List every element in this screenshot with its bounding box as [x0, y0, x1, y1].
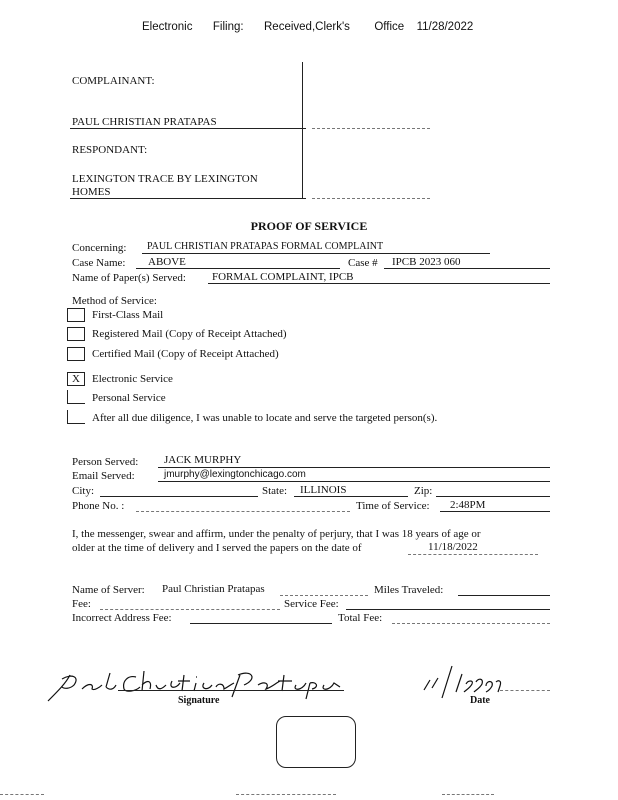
filing-stamp-word: Office: [374, 21, 405, 33]
fee-label: Fee:: [72, 598, 91, 610]
server-name-value: Paul Christian Pratapas: [162, 583, 265, 595]
state-value: ILLINOIS: [300, 484, 347, 496]
total-fee-label: Total Fee:: [338, 612, 383, 624]
time-of-service-label: Time of Service:: [356, 500, 430, 512]
paper-underline: [208, 283, 550, 284]
paper-label: Name of Paper(s) Served:: [72, 272, 186, 284]
case-name-label: Case Name:: [72, 257, 126, 269]
miles-traveled-underline: [458, 595, 550, 596]
person-served-label: Person Served:: [72, 456, 139, 468]
service-fee-label: Service Fee:: [284, 598, 339, 610]
complainant-label: COMPLAINANT:: [72, 75, 155, 87]
respondent-underline: [70, 198, 306, 199]
checkbox-certified-mail[interactable]: [67, 347, 85, 361]
incorrect-address-fee-label: Incorrect Address Fee:: [72, 612, 172, 624]
method-option-electronic-service: Electronic Service: [92, 373, 173, 385]
zip-label: Zip:: [414, 485, 433, 497]
affirmation-line-1: I, the messenger, swear and affirm, under the penalty of perjury, that I was 18 years of age or: [72, 528, 481, 540]
case-name-value: ABOVE: [148, 256, 186, 268]
total-fee-underline: [392, 623, 550, 624]
affirmation-date-underline: [408, 554, 538, 555]
footer-mark: [236, 794, 336, 795]
checkbox-registered-mail[interactable]: [67, 327, 85, 341]
signature-line: [118, 690, 344, 691]
respondent-name-line2: HOMES: [72, 186, 111, 198]
phone-label: Phone No. :: [72, 500, 125, 512]
filing-stamp-word: Electronic: [142, 21, 193, 33]
method-option-registered-mail: Registered Mail (Copy of Receipt Attached): [92, 328, 287, 340]
case-number-label: Case #: [348, 257, 378, 269]
filing-stamp-date: 11/28/2022: [416, 21, 474, 33]
server-name-label: Name of Server:: [72, 584, 145, 596]
person-served-value: JACK MURPHY: [164, 454, 242, 466]
method-option-first-class-mail: First-Class Mail: [92, 309, 164, 321]
zip-underline: [436, 496, 550, 497]
page-title: PROOF OF SERVICE: [250, 219, 368, 233]
server-name-underline: [280, 595, 368, 596]
complainant-dash: [312, 128, 430, 129]
incorrect-address-fee-underline: [190, 623, 332, 624]
date-label: Date: [470, 695, 490, 706]
state-underline: [294, 496, 408, 497]
affirmation-line-2: older at the time of delivery and I served the papers on the date of: [72, 542, 362, 554]
footer-mark: [0, 794, 44, 795]
stamp-box: [276, 716, 356, 768]
service-fee-underline: [346, 609, 550, 610]
concerning-underline: [142, 253, 490, 254]
method-option-personal-service: Personal Service: [92, 392, 166, 404]
checkbox-electronic-service-mark: X: [72, 373, 80, 385]
email-served-value: jmurphy@lexingtonchicago.com: [164, 469, 306, 480]
case-number-value: IPCB 2023 060: [392, 256, 461, 268]
respondent-label: RESPONDANT:: [72, 144, 148, 156]
paper-value: FORMAL COMPLAINT, IPCB: [212, 271, 354, 283]
city-label: City:: [72, 485, 95, 497]
respondent-name-line1: LEXINGTON TRACE BY LEXINGTON: [72, 173, 258, 185]
filing-stamp-word: Filing:: [212, 21, 244, 33]
affirmation-date: 11/18/2022: [428, 541, 478, 553]
miles-traveled-label: Miles Traveled:: [374, 584, 444, 596]
footer-mark: [442, 794, 494, 795]
filing-stamp: [142, 21, 473, 34]
respondent-dash: [312, 198, 430, 199]
checkbox-unable-to-serve[interactable]: [67, 410, 85, 424]
date-line: [500, 690, 550, 691]
checkbox-personal-service[interactable]: [67, 390, 85, 404]
phone-underline: [136, 511, 350, 512]
filing-stamp-word: Received,Clerk's: [264, 21, 350, 33]
state-label: State:: [262, 485, 288, 497]
fee-underline: [100, 609, 280, 610]
email-served-label: Email Served:: [72, 470, 135, 482]
signature-label: Signature: [178, 695, 220, 706]
case-name-underline: [136, 268, 340, 269]
concerning-value: PAUL CHRISTIAN PRATAPAS FORMAL COMPLAINT: [147, 241, 384, 252]
email-served-underline: [158, 481, 550, 482]
method-option-unable-to-serve: After all due diligence, I was unable to locate and serve the targeted person(s).: [92, 412, 438, 424]
time-of-service-underline: [440, 511, 550, 512]
caption-divider: [302, 62, 303, 198]
date-scribble: [420, 662, 504, 702]
city-underline: [100, 496, 258, 497]
checkbox-first-class-mail[interactable]: [67, 308, 85, 322]
complainant-name: PAUL CHRISTIAN PRATAPAS: [72, 116, 217, 128]
complainant-underline: [70, 128, 306, 129]
concerning-label: Concerning:: [72, 242, 127, 254]
method-option-certified-mail: Certified Mail (Copy of Receipt Attached): [92, 348, 279, 360]
case-number-underline: [384, 268, 550, 269]
method-label: Method of Service:: [72, 295, 157, 307]
time-of-service-value: 2:48PM: [450, 499, 486, 511]
